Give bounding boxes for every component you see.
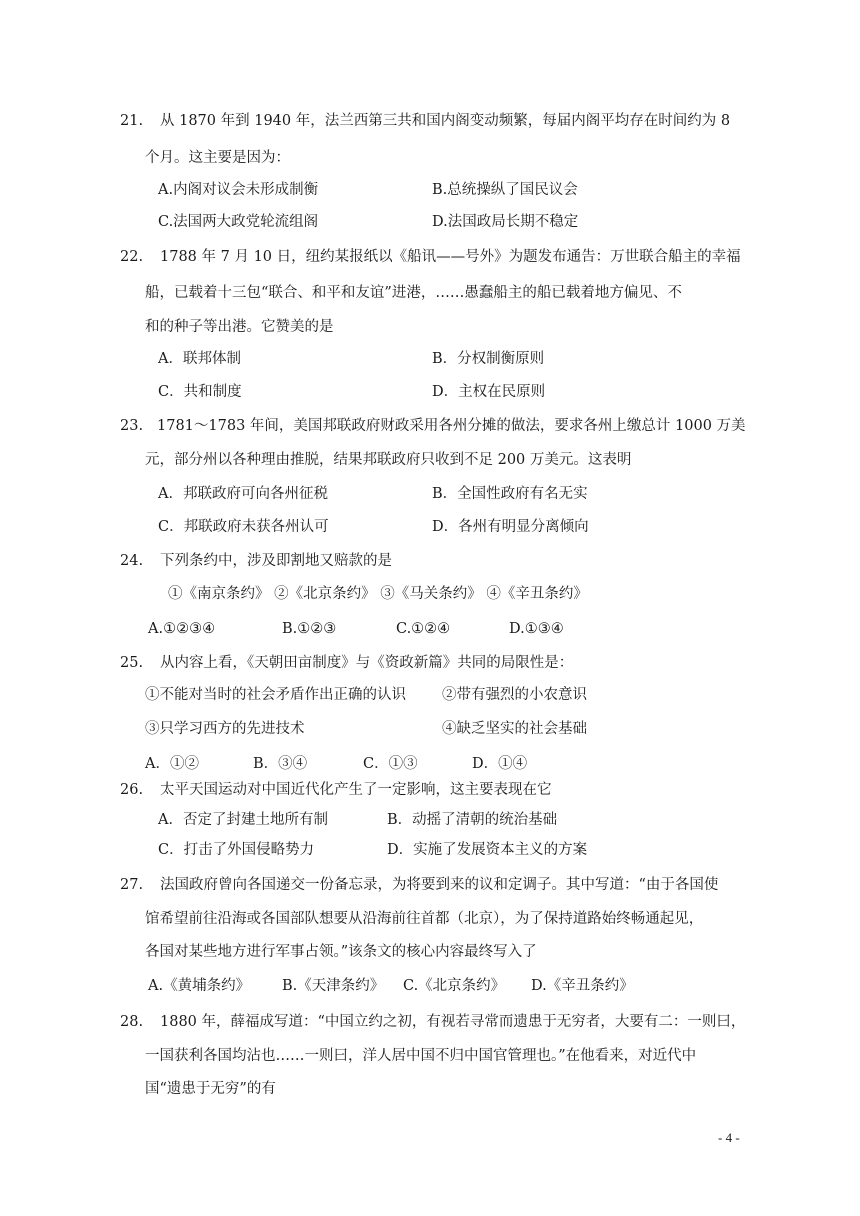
question-25-item-1: ①不能对当时的社会矛盾作出正确的认识: [145, 687, 406, 703]
question-21-option-a: A.内阁对议会未形成制衡: [158, 182, 319, 198]
question-27-option-b: B.《天津条约》: [282, 978, 385, 994]
question-23-option-a: A．邦联政府可向各州征税: [158, 486, 328, 502]
question-26-option-c: C．打击了外国侵略势力: [158, 842, 315, 858]
question-26-number: 26.: [120, 782, 144, 798]
question-26-stem-line-1: 太平天国运动对中国近代化产生了一定影响，这主要表现在它: [160, 782, 552, 798]
question-25-stem-line-1: 从内容上看，《天朝田亩制度》与《资政新篇》共同的局限性是：: [160, 655, 574, 671]
question-21-number: 21.: [120, 113, 144, 129]
question-27-option-c: C.《北京条约》: [403, 978, 506, 994]
question-21-stem-line-2: 个月。这主要是因为：: [145, 150, 290, 166]
question-27-stem-line-2: 馆希望前往沿海或各国部队想要从沿海前往首都（北京），为了保持道路始终畅通起见，: [145, 911, 704, 927]
question-27-option-d: D.《辛丑条约》: [531, 978, 634, 994]
question-24-stem-line-1: 下列条约中，涉及即割地又赔款的是: [160, 553, 392, 569]
question-27-number: 27.: [120, 877, 144, 893]
question-23-number: 23.: [120, 418, 144, 434]
question-22-option-a: A．联邦体制: [158, 351, 241, 367]
question-27-stem-line-1: 法国政府曾向各国递交一份备忘录，为将要到来的议和定调子。其中写道：“由于各国使: [160, 877, 719, 893]
question-26-option-a: A．否定了封建土地所有制: [158, 812, 328, 828]
question-24-option-a: A.①②③④: [148, 621, 216, 637]
question-28-number: 28.: [120, 1014, 144, 1030]
question-25-option-c: C．①③: [363, 756, 418, 772]
question-25-item-4: ④缺乏坚实的社会基础: [442, 721, 587, 737]
question-23-option-b: B．全国性政府有名无实: [432, 486, 588, 502]
question-25-option-a: A．①②: [145, 756, 199, 772]
question-23-option-d: D．各州有明显分离倾向: [432, 519, 589, 535]
question-24-items: ①《南京条约》 ②《北京条约》 ③《马关条约》 ④《辛丑条约》: [168, 586, 588, 602]
question-21-stem-line-1: 从 1870 年到 1940 年，法兰西第三共和国内阁变动频繁，每届内阁平均存在时间约为 8: [160, 113, 731, 129]
question-26-option-b: B．动摇了清朝的统治基础: [387, 812, 558, 828]
question-25-item-3: ③只学习西方的先进技术: [145, 721, 305, 737]
question-27-option-a: A.《黄埔条约》: [148, 978, 251, 994]
question-21-option-d: D.法国政局长期不稳定: [432, 214, 579, 230]
question-28-stem-line-3: 国“遗患于无穷”的有: [145, 1081, 276, 1097]
question-24-option-d: D.①③④: [509, 621, 564, 637]
question-22-option-b: B．分权制衡原则: [432, 351, 545, 367]
question-22-number: 22.: [120, 249, 144, 265]
question-23-stem-line-1: 1781～1783 年间，美国邦联政府财政采用各州分摊的做法，要求各州上缴总计 1000 万美: [157, 418, 746, 434]
question-22-stem-line-2: 船，已载着十三包“联合、和平和友谊”进港，……愚蠢船主的船已载着地方偏见、不: [145, 285, 682, 301]
question-24-option-c: C.①②④: [396, 621, 451, 637]
question-25-option-b: B．③④: [253, 756, 308, 772]
question-24-option-b: B.①②③: [282, 621, 337, 637]
question-27-stem-line-3: 各国对某些地方进行军事占领。”该条文的核心内容最终写入了: [145, 944, 537, 960]
question-21-option-c: C.法国两大政党轮流组阁: [158, 214, 319, 230]
question-28-stem-line-1: 1880 年，薛福成写道：“中国立约之初，有视若寻常而遗患于无穷者，大要有二：一则曰，: [160, 1014, 746, 1030]
question-22-stem-line-3: 和的种子等出港。它赞美的是: [145, 319, 334, 335]
question-25-option-d: D．①④: [472, 756, 528, 772]
question-23-stem-line-2: 元，部分州以各种理由推脱，结果邦联政府只收到不足 200 万美元。这表明: [145, 452, 632, 468]
question-21-option-b: B.总统操纵了国民议会: [432, 182, 578, 198]
question-22-option-d: D．主权在民原则: [432, 384, 546, 400]
question-24-number: 24.: [120, 553, 144, 569]
question-26-option-d: D．实施了发展资本主义的方案: [387, 842, 588, 858]
question-22-option-c: C．共和制度: [158, 384, 242, 400]
question-28-stem-line-2: 一国获利各国均沾也……一则曰，洋人居中国不归中国官管理也。”在他看来，对近代中: [145, 1048, 697, 1064]
page-number: - 4 -: [718, 1130, 740, 1145]
question-25-number: 25.: [120, 655, 144, 671]
question-23-option-c: C．邦联政府未获各州认可: [158, 519, 329, 535]
question-25-item-2: ②带有强烈的小农意识: [442, 687, 587, 703]
question-22-stem-line-1: 1788 年 7 月 10 日，纽约某报纸以《船讯——号外》为题发布通告：万世联合船主的幸福: [160, 249, 741, 265]
